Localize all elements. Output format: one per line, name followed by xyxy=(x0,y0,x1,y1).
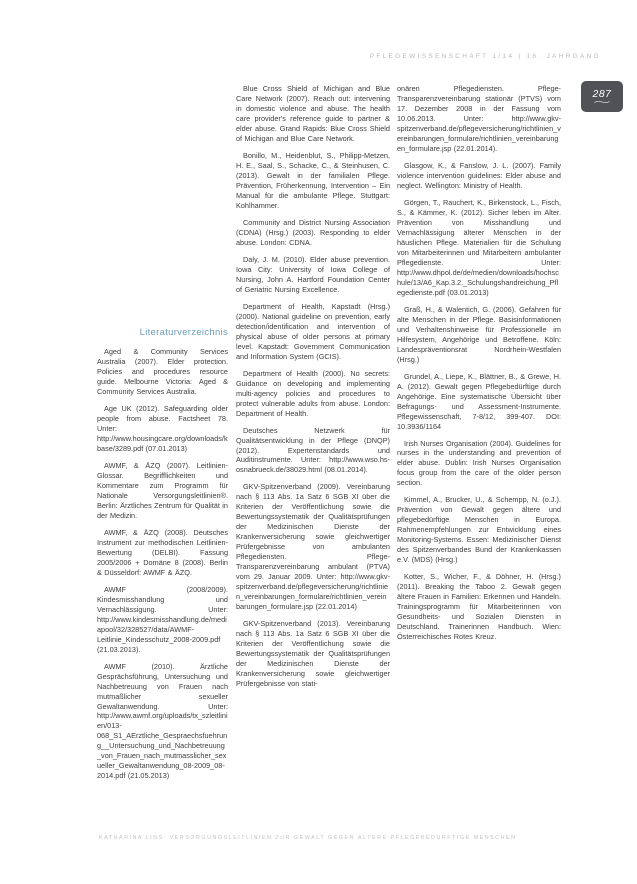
reference-entry: Irish Nurses Organisation (2004). Guidelines for nurses in the understanding and prevention of elder abuse. Dublin: Irish Nurses Organisation focus group from the care of the older person section. xyxy=(397,438,561,488)
reference-entry: Bonillo, M., Heidenblut, S., Philipp-Metzen, H. E., Saal, S., Schacke, C., & Steinhusen, C. (2013). Gewalt in der familialen Pflege. Prävention, Früherkennung, Intervention – Ein Manual für die ambulante Pflege. Stuttgart: Kohlhammer. xyxy=(236,150,390,210)
reference-entry: onären Pflegediensten. Pflege-Transparenzvereinbarung stationär (PTVS) vom 17. Dezember 2008 in der Fassung vom 10.06.2013. Unter: http://www.gkv-spitzenverband.de/pflegeversicherung/richtlinien_vereinbarungen_formulare/richtlinien_vereinbarungen_formulare.jsp (22.01.2014). xyxy=(397,84,561,153)
reference-entry: Grundel, A., Liepe, K., Blättner, B., & Grewe, H. A. (2012). Gewalt gegen Pflegebedürftige durch Angehörige. Eine systematische Übersicht über Befragungs- und Assessment-Instrumente. Pflegewissenschaft, 7-8/12, 399-407. DOI: 10.3936/1164 xyxy=(397,371,561,431)
reference-entry: Department of Health, Kapstadt (Hrsg.) (2000). National guideline on prevention, early detection/identification and intervention of physical abuse of older persons at primary level. Kapstadt: Government Communication and Information System (GCIS). xyxy=(236,301,390,361)
reference-entry: Department of Health (2000). No secrets: Guidance on developing and implementing multi-agency policies and procedures to protect vulnerable adults from abuse. London: Department of Health. xyxy=(236,368,390,418)
reference-list-column-1 xyxy=(97,347,228,781)
reference-entry: Daly, J. M. (2010). Elder abuse prevention. Iowa City: University of Iowa College of Nursing, John A. Hartford Foundation Center of Geriatric Nursing Excellence. xyxy=(236,254,390,294)
bibliography-column-3 xyxy=(397,84,561,649)
reference-entry: AWMF (2010). Ärztliche Gesprächsführung, Untersuchung und Nachbetreuung von Frauen nach mutmaßlicher sexueller Gewaltanwendung. Unter: http://www.awmf.org/uploads/tx_szleitlinien/013-068_S1_AErztliche_Gespraechsfuehrung__Untersuchung_und_Nachbetreuung_von_Frauen_nach_mutmasslicher_sexueller_Gewaltanwendung_08-2009_08-2014.pdf (21.05.2013) xyxy=(97,661,228,781)
reference-entry: AWMF, & ÄZQ (2008). Deutsches Instrument zur methodischen Leitlinien-Bewertung (DELBI). Fassung 2005/2006 + Domäne 8 (2008). Berlin & Düsseldorf: AWMF & ÄZQ. xyxy=(97,527,228,577)
reference-entry: Aged & Community Services Australia (2007). Elder protection. Policies and procedures resource guide. Melbourne Victoria: Aged & Community Services Australia. xyxy=(97,347,228,396)
reference-entry: Glasgow, K., & Fanslow, J. L. (2007). Family violence intervention guidelines: Elder abuse and neglect. Wellington: Ministry of Health. xyxy=(397,160,561,190)
reference-entry: AWMF (2008/2009). Kindesmisshandlung und Vernachlässigung. Unter: http://www.kindesmisshandlung.de/mediapool/32/328527/data/AWMF-Leitlinie_Kindesschutz_2008-2009.pdf (21.03.2013). xyxy=(97,584,228,654)
reference-list-column-3 xyxy=(397,84,561,642)
badge-flourish-icon xyxy=(594,100,610,104)
bibliography-column-1 xyxy=(97,327,228,788)
reference-list-column-2 xyxy=(236,84,390,689)
page-number: 287 xyxy=(592,87,612,100)
bibliography-heading: Literaturverzeichnis xyxy=(139,327,228,338)
reference-entry: GKV-Spitzenverband (2013). Vereinbarung nach § 113 Abs. 1a Satz 6 SGB XI über die Kriterien der Veröffentlichung sowie die Bewertungssystematik der Qualitätsprüfungen der Medizinischen Dienste der Krankenversicherung sowie gleichwertiger Prüfergebnisse von stati- xyxy=(236,619,390,689)
bibliography-column-2 xyxy=(236,84,390,696)
reference-entry: Kimmel, A., Brucker, U., & Schempp, N. (o.J.). Prävention von Gewalt gegen ältere und pflegebedürftige Menschen in Europa. Rahmenempfehlungen zur Entwicklung eines Monitoring-Systems. Essen: Medizinischer Dienst des Spitzenverbandes Bund der Krankenkassen e.V. (MDS) (Hrsg.) xyxy=(397,495,561,565)
reference-entry: Deutsches Netzwerk für Qualitätsentwicklung in der Pflege (DNQP) (2012). Expertenstandards und Auditinstrumente. Unter: http://www.wso.hs-osnabrueck.de/38029.html (08.01.2014). xyxy=(236,425,390,475)
reference-entry: GKV-Spitzenverband (2009). Vereinbarung nach § 113 Abs. 1a Satz 6 SGB XI über die Kriterien der Veröffentlichung sowie die Bewertungssystematik der Qualitätsprüfungen der Medizinischen Dienste der Krankenversicherung sowie gleichwertiger Prüfergebnisse von ambulanten Pflegediensten. Pflege-Transparenzvereinbarung ambulant (PTVA) vom 29. Januar 2009. Unter: http://www.gkv-spitzenverband.de/pflegeversicherung/richtlinien_vereinbarungen_formulare/richtlinien_vereinbarungen_formulare.jsp (22.01.2014) xyxy=(236,482,390,612)
reference-entry: Graß, H., & Walentich, G. (2006). Gefahren für alte Menschen in der Pflege. Basisinformationen und Verhaltenshinweise für Professionelle im Hilfesystem, Angehörige und Betroffene. Köln: Landespräventionsrat Nordrhein-Westfalen (Hrsg.) xyxy=(397,304,561,364)
reference-entry: Community and District Nursing Association (CDNA) (Hrsg.) (2003). Responding to elder abuse. London: CDNA. xyxy=(236,217,390,247)
page-number-badge xyxy=(581,81,623,112)
reference-entry: Kotter, S., Wicher, F., & Döhner, H. (Hrsg.) (2011). Breaking the Taboo 2. Gewalt gegen ältere Frauen in Familien: Erkennen und Handeln. Trainingsprogramm für Mitarbeiterinnen von Gesundheits- und Sozialen Diensten in Deutschland. Trainerinnen Handbuch. Wien: Österreichisches Rotes Kreuz. xyxy=(397,572,561,642)
article-footer-line: KATHARINA LINS: VERSORGUNGSLEITLINIEN ZUR GEWALT GEGEN ÄLTERE PFLEGEBEDÜRFTIGE MENSCHEN xyxy=(99,835,517,841)
journal-running-header: PFLEGEWISSENSCHAFT 1/14 | 16. JAHRGANG xyxy=(369,53,601,60)
reference-entry: AWMF, & ÄZQ (2007). Leitlinien-Glossar. Begrifflichkeiten und Kommentare zum Programm für Nationale Versorgungsleitlinien®. Berlin: Ärztliches Zentrum für Qualität in der Medizin. xyxy=(97,460,228,520)
reference-entry: Age UK (2012). Safeguarding older people from abuse. Factsheet 78. Unter: http://www.housingcare.org/downloads/kbase/3289.pdf (07.01.2013) xyxy=(97,403,228,453)
reference-entry: Görgen, T., Rauchert, K., Birkenstock, L., Fisch, S., & Kämmer, K. (2012). Sicher leben im Alter. Prävention von Misshandlung und Vernachlässigung älterer Menschen in der häuslichen Pflege. Materialien für die Schulung von Mitarbeiterinnen und Mitarbeitern ambulanter Pflegedienste. Unter: http://www.dhpol.de/de/medien/downloads/hochschule/13/A6_Kap.3.2._Schulungshandreichung_Pflegedienste.pdf (03.01.2013) xyxy=(397,197,561,297)
reference-entry: Blue Cross Shield of Michigan and Blue Care Network (2007). Reach out: intervening in domestic violence and abuse. The health care provider's reference guide to partner & elder abuse. Grand Rapids: Blue Cross Shield of Michigan and Blue Care Network. xyxy=(236,84,390,143)
